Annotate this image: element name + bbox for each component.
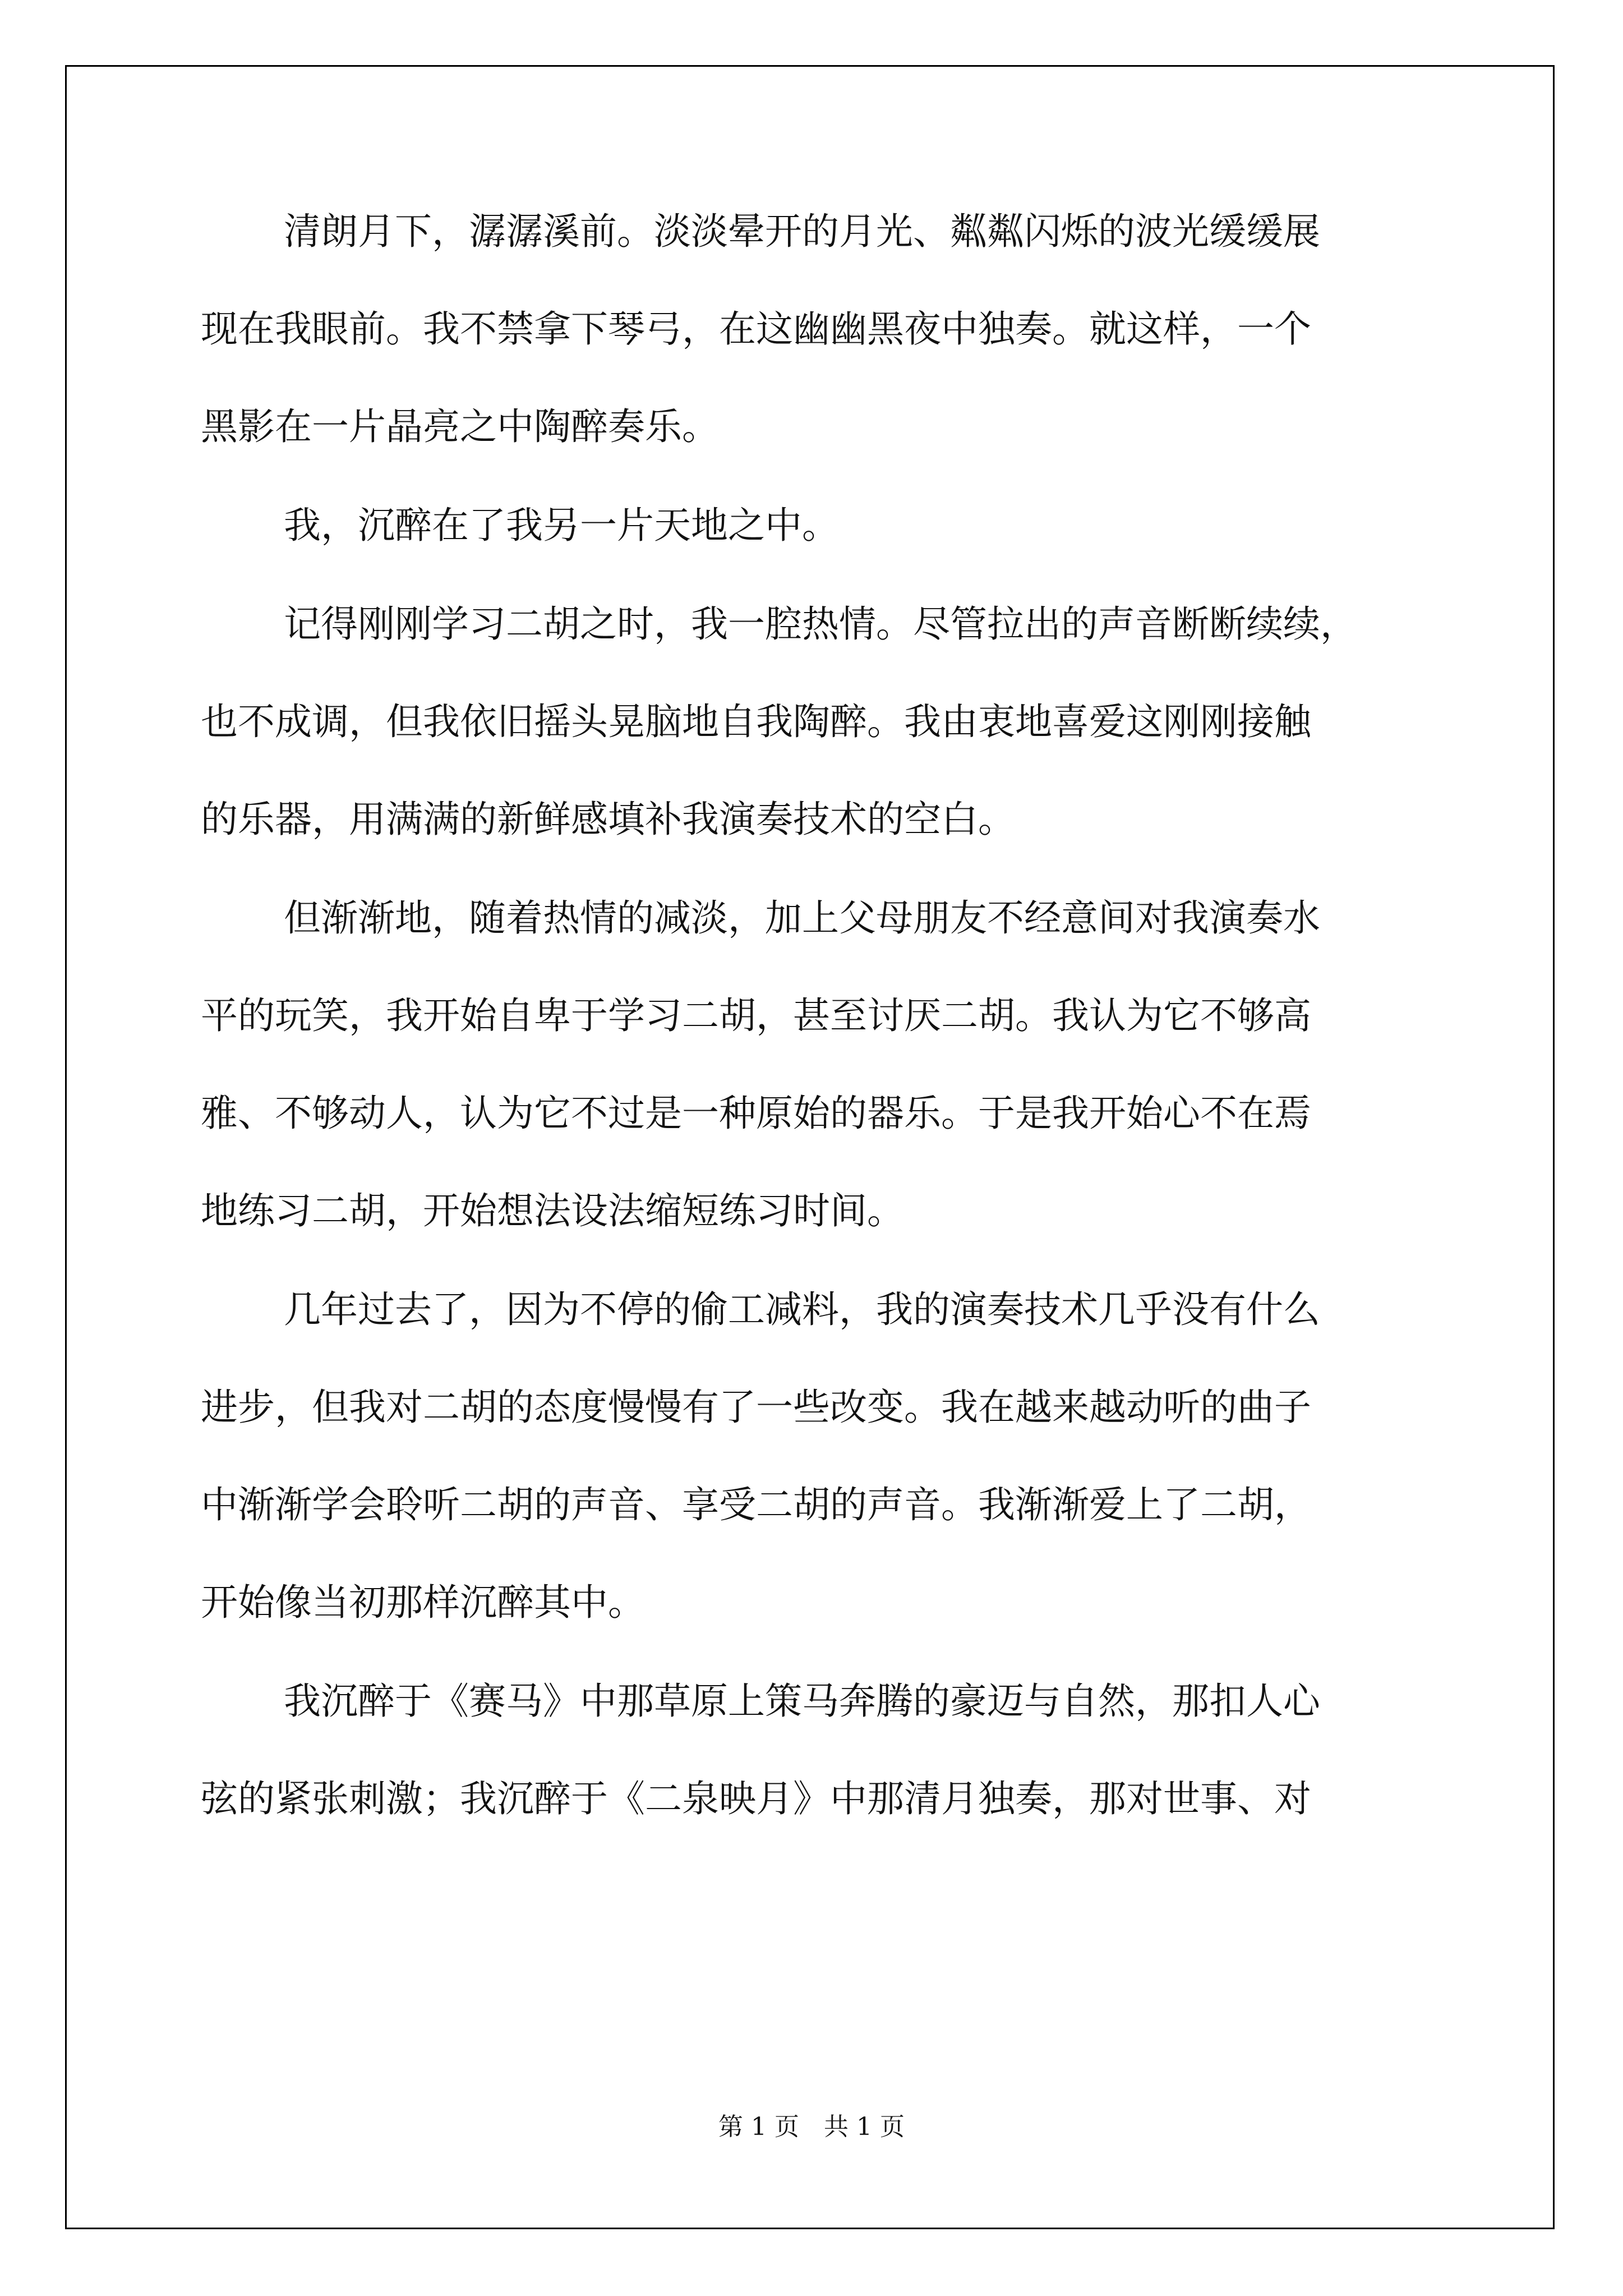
paragraph-line: 中渐渐学会聆听二胡的声音、享受二胡的声音。我渐渐爱上了二胡， — [201, 1483, 1311, 1526]
paragraph-line: 平的玩笑，我开始自卑于学习二胡，甚至讨厌二胡。我认为它不够高 — [201, 994, 1311, 1037]
paragraph-line: 弦的紧张刺激；我沉醉于《二泉映月》中那清月独奏，那对世事、对 — [201, 1777, 1311, 1820]
page-border — [65, 65, 1555, 2229]
paragraph-line: 也不成调，但我依旧摇头晃脑地自我陶醉。我由衷地喜爱这刚刚接触 — [201, 700, 1311, 743]
paragraph-line: 我沉醉于《赛马》中那草原上策马奔腾的豪迈与自然，那扣人心 — [284, 1680, 1320, 1723]
paragraph-line: 的乐器，用满满的新鲜感填补我演奏技术的空白。 — [201, 798, 1015, 841]
paragraph-line: 现在我眼前。我不禁拿下琴弓，在这幽幽黑夜中独奏。就这样，一个 — [201, 307, 1311, 351]
paragraph-line: 清朗月下，潺潺溪前。淡淡晕开的月光、粼粼闪烁的波光缓缓展 — [284, 210, 1320, 253]
paragraph-line: 进步，但我对二胡的态度慢慢有了一些改变。我在越来越动听的曲子 — [201, 1386, 1311, 1429]
paragraph-line: 地练习二胡，开始想法设法缩短练习时间。 — [201, 1189, 904, 1232]
paragraph-line: 记得刚刚学习二胡之时，我一腔热情。尽管拉出的声音断断续续， — [284, 602, 1357, 646]
paragraph-line: 雅、不够动人，认为它不过是一种原始的器乐。于是我开始心不在焉 — [201, 1092, 1311, 1135]
paragraph-line: 我，沉醉在了我另一片天地之中。 — [284, 504, 839, 547]
paragraph-line: 几年过去了，因为不停的偷工减料，我的演奏技术几乎没有什么 — [284, 1288, 1320, 1331]
paragraph-line: 开始像当初那样沉醉其中。 — [201, 1581, 645, 1624]
page-number-footer: 第 1 页 共 1 页 — [718, 2113, 905, 2141]
paragraph-line: 但渐渐地，随着热情的减淡，加上父母朋友不经意间对我演奏水 — [284, 896, 1320, 940]
paragraph-line: 黑影在一片晶亮之中陶醉奏乐。 — [201, 405, 719, 448]
